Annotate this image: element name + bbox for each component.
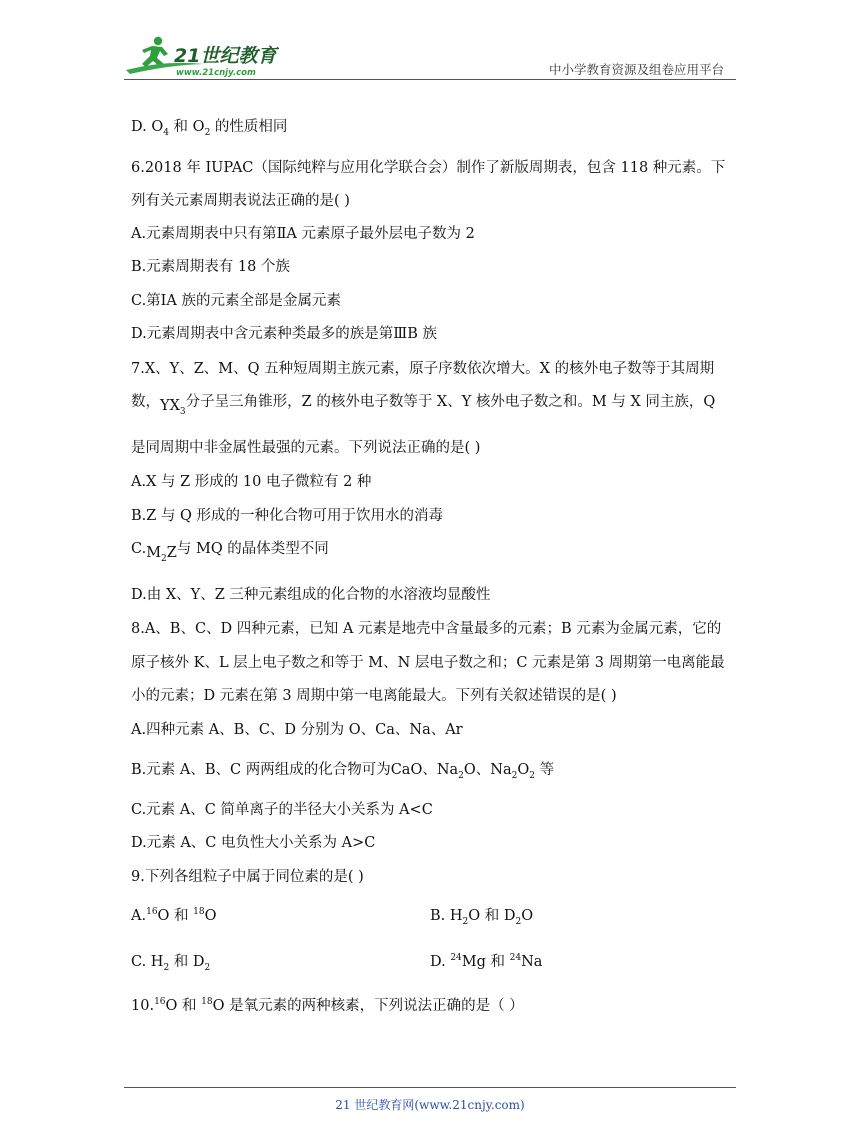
q6-stem-line2: 列有关元素周期表说法正确的是( ): [131, 193, 350, 209]
q7-stem-line1: 7.X、Y、Z、M、Q 五种短周期主族元素，原子序数依次增大。X 的核外电子数等于其周期: [131, 361, 715, 377]
q9-stem: 9.下列各组粒子中属于同位素的是( ): [131, 869, 364, 885]
q7-option-a: A.X 与 Z 形成的 10 电子微粒有 2 种: [131, 474, 372, 490]
header-tagline: 中小学教育资源及组卷应用平台: [548, 62, 724, 77]
q8-option-c: C.元素 A、C 简单离子的半径大小关系为 A<C: [131, 802, 433, 818]
logo-text: 21世纪教育: [174, 45, 277, 67]
q6-option-d: D.元素周期表中含元素种类最多的族是第ⅢB 族: [131, 326, 437, 342]
q7-option-d: D.由 X、Y、Z 三种元素组成的化合物的水溶液均显酸性: [131, 587, 491, 603]
q7-stem-line3: 是同周期中非金属性最强的元素。下列说法正确的是( ): [131, 440, 481, 456]
q10-stem: 10.16O 和 $^{18}$O 是氧元素的两种核素，下列说法正确的是（ ）: [131, 997, 524, 1014]
q8-option-d: D.元素 A、C 电负性大小关系为 A>C: [131, 835, 376, 851]
q8-stem-line1: 8.A、B、C、D 四种元素，已知 A 元素是地壳中含量最多的元素；B 元素为金属元素，它的: [131, 621, 722, 637]
q9-option-d: D. $^{24}$Mg 和 $^{24}$Na: [430, 953, 543, 970]
q5-option-d: D. $O_4$ 和 $O_2$ 的性质相同: [131, 119, 288, 138]
q6-option-c: C.第ⅠA 族的元素全部是金属元素: [131, 293, 341, 309]
q8-stem-line3: 小的元素；D 元素在第 3 周期中第一电离能最大。下列有关叙述错误的是( ): [131, 688, 617, 704]
footer-link[interactable]: 21 世纪教育网(www.21cnjy.com): [335, 1098, 525, 1112]
q9-option-c: C. $H_2$ 和 $D_2$: [131, 954, 211, 973]
q7-stem-line2: 数，$YX_3$分子呈三角锥形，Z 的核外电子数等于 X、Y 核外电子数之和。M 与 X 同主族，Q: [131, 394, 716, 417]
q8-option-a: A.四种元素 A、B、C、D 分别为 O、Ca、Na、Ar: [131, 722, 463, 738]
q7-option-c: $C.M_2Z$与 MQ 的晶体类型不同: [131, 541, 329, 564]
logo-21cnjy: [124, 34, 294, 80]
q9-option-b: B. $H_2O$ 和 $D_2O$: [430, 908, 534, 927]
q8-stem-line2: 原子核外 K、L 层上电子数之和等于 M、N 层电子数之和；C 元素是第 3 周期第一电离能最: [131, 655, 725, 671]
footer-divider: [124, 1087, 736, 1088]
q7-option-b: B.Z 与 Q 形成的一种化合物可用于饮用水的消毒: [131, 508, 444, 524]
header-divider: [124, 79, 736, 80]
q6-stem-line1: 6.2018 年 IUPAC（国际纯粹与应用化学联合会）制作了新版周期表，包含 118 种元素。下: [131, 160, 726, 176]
q6-option-a: A.元素周期表中只有第ⅡA 元素原子最外层电子数为 2: [131, 226, 475, 242]
logo-url: www.21cnjy.com: [176, 68, 256, 78]
q8-option-b: B.元素 A、B、C 两两组成的化合物可为CaO、$Na_2O$、$Na_2O_2$ 等: [131, 762, 555, 781]
q9-option-a: A.$^{16}$O 和 $^{18}$O: [131, 907, 217, 924]
q6-option-b: B.元素周期表有 18 个族: [131, 259, 290, 275]
